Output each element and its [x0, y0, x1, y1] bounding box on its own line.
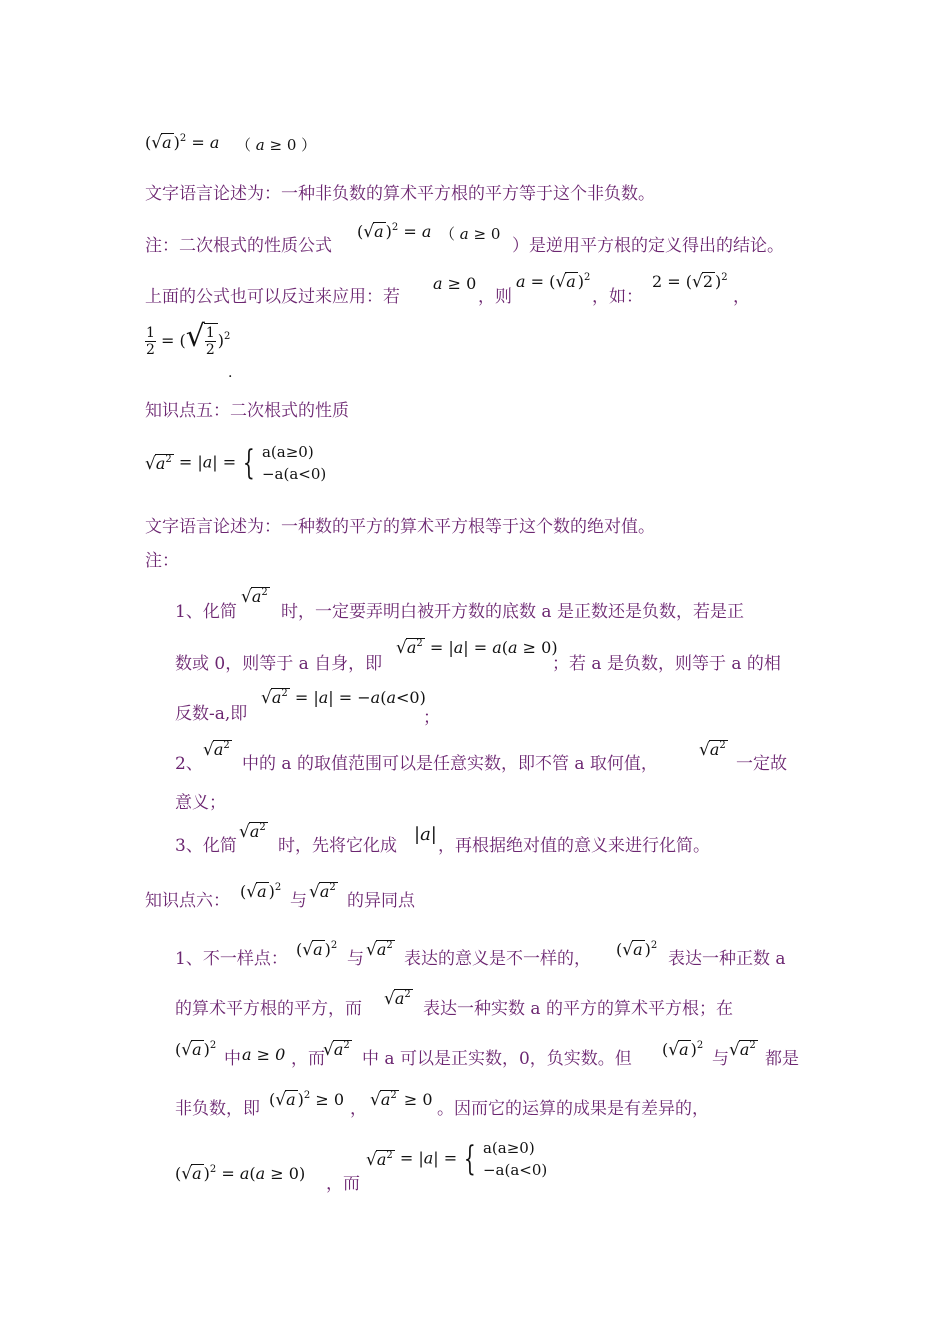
six1-l5-a: ，而 [326, 1174, 360, 1194]
formula-sqrt-a2: $√a^2$ [699, 740, 726, 760]
item3-c: ，再根据绝对值的意义来进行化简。 [438, 836, 710, 856]
formula-sqrt-a2-cases: $√a^2 = |a|$ = { a(a≥0) −a(a<0) [366, 1139, 548, 1179]
formula-a-geq-0: a ≥ 0 [433, 274, 477, 293]
reverse-apply-example: ，如： [592, 287, 643, 307]
note-label: 注： [145, 551, 179, 571]
item1-line2-b: ；若 a 是负数，则等于 a 的相 [552, 654, 781, 674]
heading-knowledge-point-6: 知识点六： [145, 891, 230, 911]
six1-l4-a: 非负数，即 [175, 1099, 260, 1119]
period: . [228, 365, 233, 381]
item1-line2-a: 数或 0，则等于 a 自身，即 [175, 654, 383, 674]
item1-line1-a: 1、化简 [175, 602, 237, 622]
six1-l3-e: 都是 [765, 1049, 799, 1069]
formula-sqrt-a-squared: (√a )$^2$ [175, 1040, 217, 1060]
case-negative: −a(a<0) [482, 1161, 548, 1179]
formula-a-eq-sqrt-a-squared: a = (√a )$^2$ [516, 272, 591, 292]
formula-sqrt-a2-eq-a: $√a^2 = |a| = a(a \ge 0)$ [396, 638, 558, 658]
six1-l4-b: ， [350, 1099, 367, 1119]
case-nonnegative: a(a≥0) [482, 1139, 535, 1157]
formula-sqrt-a2: $√a^2$ [366, 940, 393, 960]
formula-sqrt-a-squared: (√a )$^2$ [296, 940, 338, 960]
formula-inline-condition: （ a ≥ 0 [440, 225, 501, 243]
item1-line3-a: 反数-a,即 [175, 704, 248, 724]
formula-sqrt-a-squared: (√a )$^2$ [616, 940, 658, 960]
item2-c: 一定故 [736, 754, 787, 774]
formula-sqrt-a-squared-eq-a: (√a )$^2$ = a(a ≥ 0) [175, 1164, 306, 1184]
six1-l3-c: 中 a 可以是正实数，0，负实数。但 [362, 1049, 632, 1069]
formula-sqrt-a2: $√a^2$ [323, 1040, 350, 1060]
six1-l2-a: 的算术平方根的平方，而 [175, 999, 362, 1019]
note-formula-text-before: 注：二次根式的性质公式 [145, 236, 332, 256]
formula-abs-a: |a| [414, 824, 437, 845]
formula-sqrt-a-squared: (√a )$^2$ = a [145, 133, 220, 153]
formula-sqrt-a2: $√a^2$ [384, 989, 411, 1009]
formula-a-geq-0: a ≥ 0 [242, 1045, 286, 1064]
six1-l4-c: 。因而它的运算的成果是有差异的， [437, 1099, 709, 1119]
formula-sqrt-a2: $√a^2$ [239, 822, 266, 842]
heading6-and: 与 [290, 891, 307, 911]
item2-a: 2、 [175, 754, 203, 774]
formula-half-eq-sqrt-half-squared: $\frac{1}{2}$ = (√ $\frac{1}{2}$ )$^2$ [146, 319, 231, 358]
six1-l3-a: 中 [224, 1049, 241, 1069]
formula-sqrt-a2: $√a^2$ [309, 882, 336, 902]
reverse-apply-then: ，则 [478, 287, 512, 307]
item3-b: 时，先将它化成 [278, 836, 397, 856]
six1-l3-d: 与 [712, 1049, 729, 1069]
formula-sqrt-a2: $√a^2$ [203, 740, 230, 760]
formula-2-eq-sqrt2-squared: 2 = (√2 )$^2$ [652, 272, 728, 292]
case-negative: −a(a<0) [261, 465, 327, 483]
item2-b: 中的 a 的取值范围可以是任意实数，即不管 a 取何值， [242, 754, 658, 774]
six1-l1-d: 表达一种正数 a [668, 949, 786, 969]
six1-l1-b: 与 [347, 949, 364, 969]
formula-inline-sqrt-a-squared: (√a )$^2$ = a [357, 222, 432, 242]
item1-line3-b: ； [423, 708, 440, 728]
item2-line2: 意义； [175, 793, 226, 813]
formula-sqrt-a-squared: (√a )$^2$ [240, 882, 282, 902]
comma: ， [733, 287, 750, 307]
item3-a: 3、化简 [175, 836, 237, 856]
heading6-rest: 的异同点 [347, 891, 415, 911]
six1-l2-b: 表达一种实数 a 的平方的算术平方根；在 [423, 999, 733, 1019]
case-nonnegative: a(a≥0) [261, 443, 314, 461]
formula-sqrt-a2-eq-abs-a-cases: $√a^2 = |a|$ = { a(a≥0) −a(a<0) [145, 443, 327, 483]
paragraph-verbal-statement-2: 文字语言论述为：一种数的平方的算术平方根等于这个数的绝对值。 [145, 517, 655, 537]
formula-sqrt-a2: $√a^2$ [241, 587, 268, 607]
reverse-apply-text: 上面的公式也可以反过来应用：若 [145, 287, 400, 307]
formula-sqrt-a-squared: (√a )$^2$ [662, 1040, 704, 1060]
six1-l3-b: ，而 [291, 1049, 325, 1069]
formula-sqrt-a2-eq-neg-a: $√a^2 = |a| = -a(a<0)$ [261, 688, 426, 708]
six1-l1-a: 1、不一样点： [175, 949, 288, 969]
formula-sqrt-a2-geq-0: $√a^2 \ge 0$ [370, 1090, 433, 1110]
formula-sqrt-a-squared-geq-0: (√a )$^2$ ≥ 0 [269, 1090, 345, 1110]
note-formula-text-after: ）是逆用平方根的定义得出的结论。 [512, 236, 784, 256]
formula-condition: （ a ≥ 0 ） [236, 136, 317, 154]
heading-knowledge-point-5: 知识点五：二次根式的性质 [145, 401, 349, 421]
formula-sqrt-a2: $√a^2$ [729, 1040, 756, 1060]
six1-l1-c: 表达的意义是不一样的， [404, 949, 591, 969]
paragraph-verbal-statement-1: 文字语言论述为：一种非负数的算术平方根的平方等于这个非负数。 [145, 184, 655, 204]
item1-line1-b: 时，一定要弄明白被开方数的底数 a 是正数还是负数，若是正 [281, 602, 744, 622]
